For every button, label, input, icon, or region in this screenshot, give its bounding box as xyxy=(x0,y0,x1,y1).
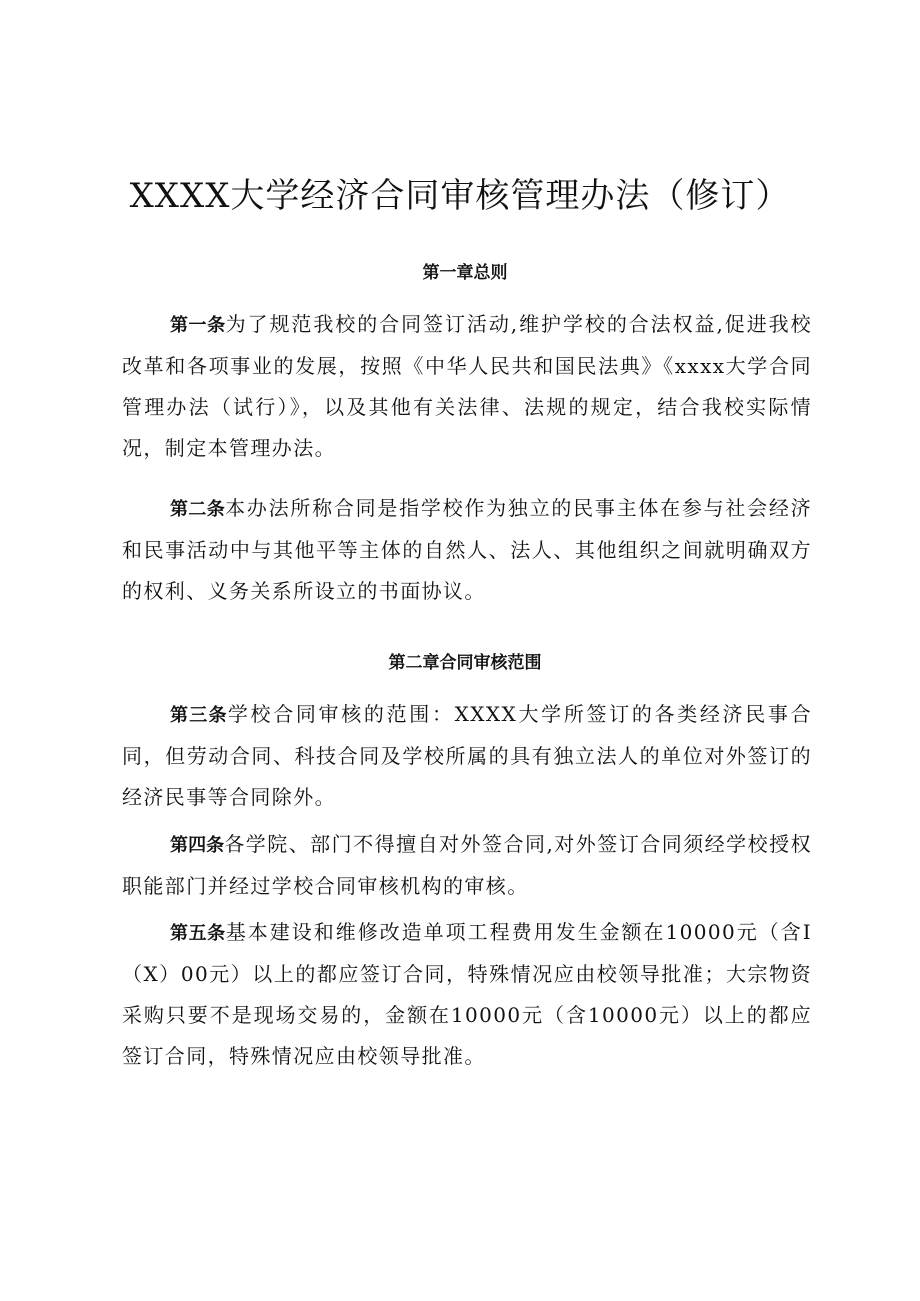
chapter-2-heading: 第二章合同审核范围 xyxy=(388,653,542,673)
chapter-1-heading: 第一章总则 xyxy=(422,263,508,283)
article-2-text: 本办法所称合同是指学校作为独立的民事主体在参与社会经济和民事活动中与其他平等主体的自然人、法人、其他组织之间就明确双方的权利、义务关系所设立的书面协议。 xyxy=(122,496,812,603)
article-1-number: 第一条 xyxy=(170,315,226,336)
article-5-text: 基本建设和维修改造单项工程费用发生金额在10000元（含I（X）00元）以上的都应签订合同，特殊情况应由校领导批准；大宗物资采购只要不是现场交易的，金额在10000元（含10000元）以上的都应签订合同，特殊情况应由校领导批准。 xyxy=(122,920,812,1068)
article-2 xyxy=(122,488,812,612)
document-title: XXXX大学经济合同审核管理办法（修订） xyxy=(129,176,791,216)
article-1-text: 为了规范我校的合同签订活动,维护学校的合法权益,促进我校改革和各项事业的发展，按照《中华人民共和国民法典》《xxxx大学合同管理办法（试行）》，以及其他有关法律、法规的规定，结合我校实际情况，制定本管理办法。 xyxy=(122,312,812,460)
article-3-number: 第三条 xyxy=(170,705,228,726)
article-4-number: 第四条 xyxy=(170,835,225,856)
article-4 xyxy=(122,824,812,907)
article-4-text: 各学院、部门不得擅自对外签合同,对外签订合同须经学校授权职能部门并经过学校合同审核机构的审核。 xyxy=(122,832,813,898)
article-2-number: 第二条 xyxy=(170,499,226,520)
article-1 xyxy=(122,304,812,469)
article-5-number: 第五条 xyxy=(170,923,226,944)
article-3-text: 学校合同审核的范围：XXXX大学所签订的各类经济民事合同，但劳动合同、科技合同及学校所属的具有独立法人的单位对外签订的经济民事等合同除外。 xyxy=(122,702,812,809)
article-3 xyxy=(122,694,812,818)
article-5 xyxy=(122,912,812,1077)
